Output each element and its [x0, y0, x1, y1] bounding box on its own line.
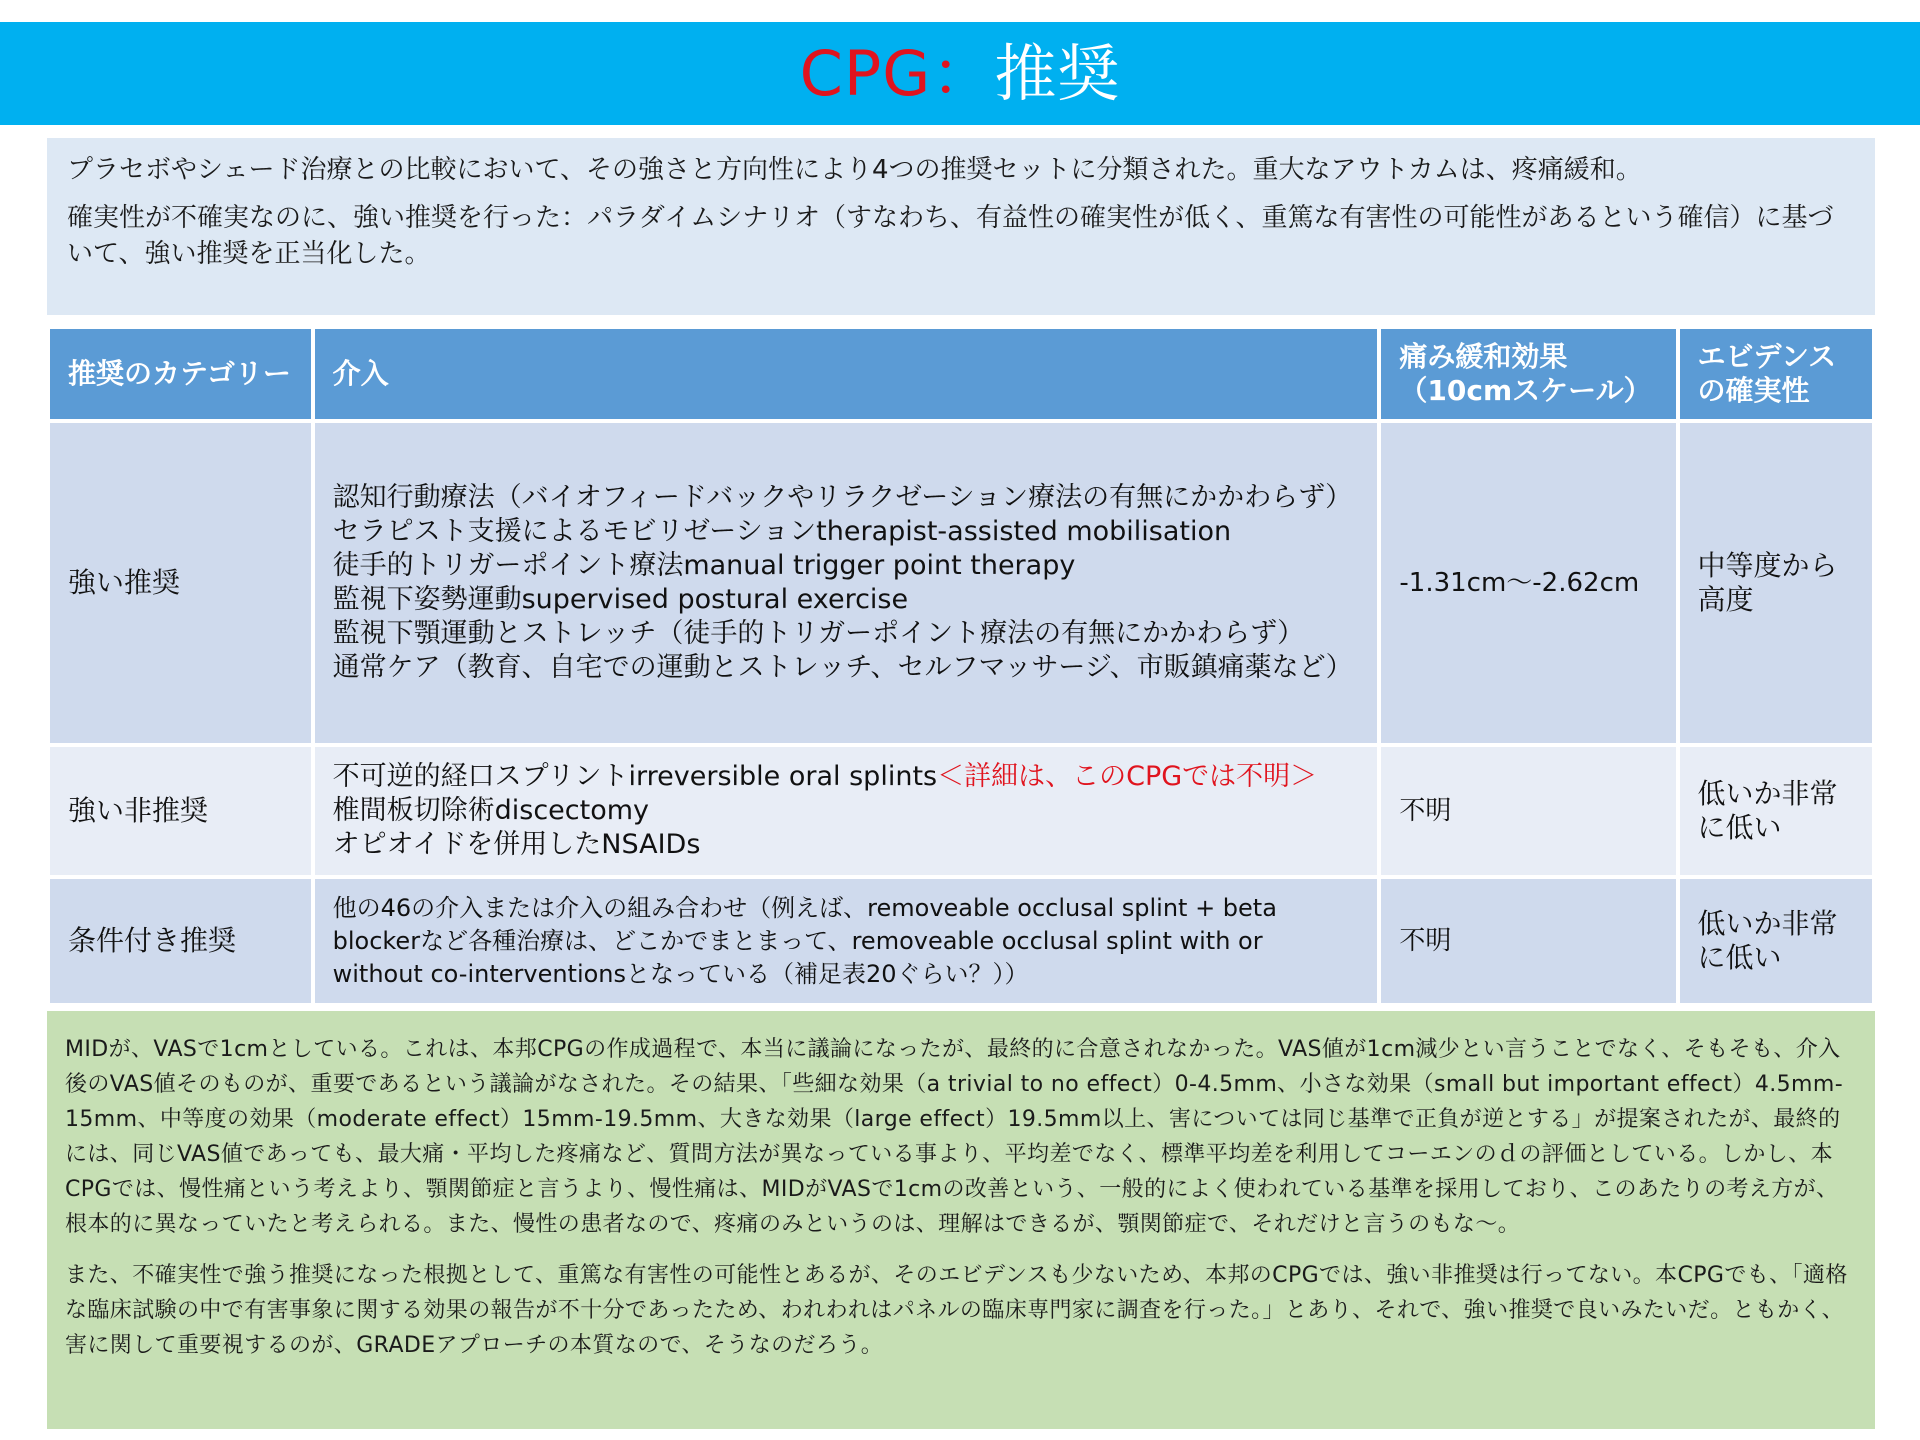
effect-cell: 不明	[1381, 747, 1675, 875]
intervention-item: 監視下顎運動とストレッチ（徒手的トリガーポイント療法の有無にかかわらず）	[332, 618, 1305, 649]
intervention-cell	[315, 423, 1378, 743]
title-bar	[0, 22, 1920, 125]
header-intervention: 介入	[315, 329, 1378, 419]
category-cell: 条件付き推奨	[50, 879, 311, 1003]
intro-box	[47, 138, 1875, 315]
intervention-text: 不可逆的経口スプリントirreversible oral splints	[332, 761, 938, 792]
header-evidence: エビデンスの確実性	[1680, 329, 1873, 419]
table-header-row	[50, 329, 1872, 419]
intervention-item: 通常ケア（教育、自宅での運動とストレッチ、セルフマッサージ、市販鎮痛薬など）	[332, 652, 1353, 683]
header-category: 推奨のカテゴリー	[50, 329, 311, 419]
effect-cell: 不明	[1381, 879, 1675, 1003]
intro-paragraph: 確実性が不確実なのに、強い推奨を行った：パラダイムシナリオ（すなわち、有益性の確実性が低く、重篤な有害性の可能性があるという確信）に基づいて、強い推奨を正当化した。	[67, 203, 1834, 269]
category-cell: 強い推奨	[50, 423, 311, 743]
intervention-item: 認知行動療法（バイオフィードバックやリラクゼーション療法の有無にかかわらず）	[332, 482, 1353, 513]
intervention-item: 徒手的トリガーポイント療法manual trigger point therapy	[332, 550, 1076, 581]
intro-paragraph: プラセボやシェード治療との比較において、その強さと方向性により4つの推奨セットに分類された。重大なアウトカムは、疼痛緩和。	[67, 155, 1642, 185]
commentary-paragraph: MIDが、VASで1cmとしている。これは、本邦CPGの作成過程で、本当に議論になったが、最終的に合意されなかった。VAS値が1cm減少とい言うことでなく、そもそも、介入後のVAS値そのものが、重要であるという議論がなされた。その結果、「些細な効果（a trivial to no effect）0-4.5mm、小さな効果（small but important effect）4.5mm-15mm、中等度の効果（moderate effect）15mm-19.5mm、大きな効果（large effect）19.5mm以上、害については同じ基準で正負が逆とする」が提案されたが、最終的には、同じVAS値であっても、最大痛・平均した疼痛など、質問方法が異なっている事より、平均差でなく、標準平均差を利用してコーエンのｄの評価としている。しかし、本CPGでは、慢性痛という考えより、顎関節症と言うより、慢性痛は、MIDがVASで1cmの改善という、一般的によく使われている基準を採用しており、このあたりの考え方が、根本的に異なっていたと考えられる。また、慢性の患者なので、疼痛のみというのは、理解はできるが、顎関節症で、それだけと言うのもな～。	[65, 1037, 1844, 1237]
intervention-cell	[315, 747, 1378, 875]
table-row	[50, 423, 1872, 743]
commentary-box	[47, 1011, 1875, 1429]
page-title	[799, 36, 1121, 110]
unclear-note: ＜詳細は、このCPGでは不明＞	[937, 761, 1318, 792]
recommendation-table	[46, 325, 1876, 1007]
intervention-item: 監視下姿勢運動supervised postural exercise	[332, 584, 909, 615]
effect-cell: -1.31cm～-2.62cm	[1381, 423, 1675, 743]
table-row	[50, 879, 1872, 1003]
intervention-item: 椎間板切除術discectomy	[332, 795, 650, 826]
intervention-item: セラピスト支援によるモビリゼーションtherapist-assisted mobilisation	[332, 516, 1232, 547]
table-row	[50, 747, 1872, 875]
page-title-prefix: CPG：	[799, 36, 995, 110]
header-effect: 痛み緩和効果（10cmスケール）	[1381, 329, 1675, 419]
evidence-cell: 中等度から高度	[1680, 423, 1873, 743]
commentary-paragraph: また、不確実性で強う推奨になった根拠として、重篤な有害性の可能性とあるが、そのエビデンスも少ないため、本邦のCPGでは、強い非推奨は行ってない。本CPGでも、「適格な臨床試験の中で有害事象に関する効果の報告が不十分であったため、われわれはパネルの臨床専門家に調査を行った。」とあり、それで、強い推奨で良いみたいだ。ともかく、害に関して重要視するのが、GRADEアプローチの本質なので、そうなのだろう。	[65, 1263, 1848, 1358]
intervention-item	[333, 760, 1360, 794]
page-title-main: 推奨	[994, 36, 1121, 110]
evidence-cell: 低いか非常に低い	[1680, 747, 1873, 875]
intervention-item: オピオイドを併用したNSAIDs	[332, 829, 701, 860]
intervention-cell: 他の46の介入または介入の組み合わせ（例えば、removeable occlusal splint + beta blockerなど各種治療は、どこかでまとまって、removeable occlusal splint with or without co-interventionsとなっている（補足表20ぐらい？））	[315, 879, 1378, 1003]
evidence-cell: 低いか非常に低い	[1680, 879, 1873, 1003]
category-cell: 強い非推奨	[50, 747, 311, 875]
